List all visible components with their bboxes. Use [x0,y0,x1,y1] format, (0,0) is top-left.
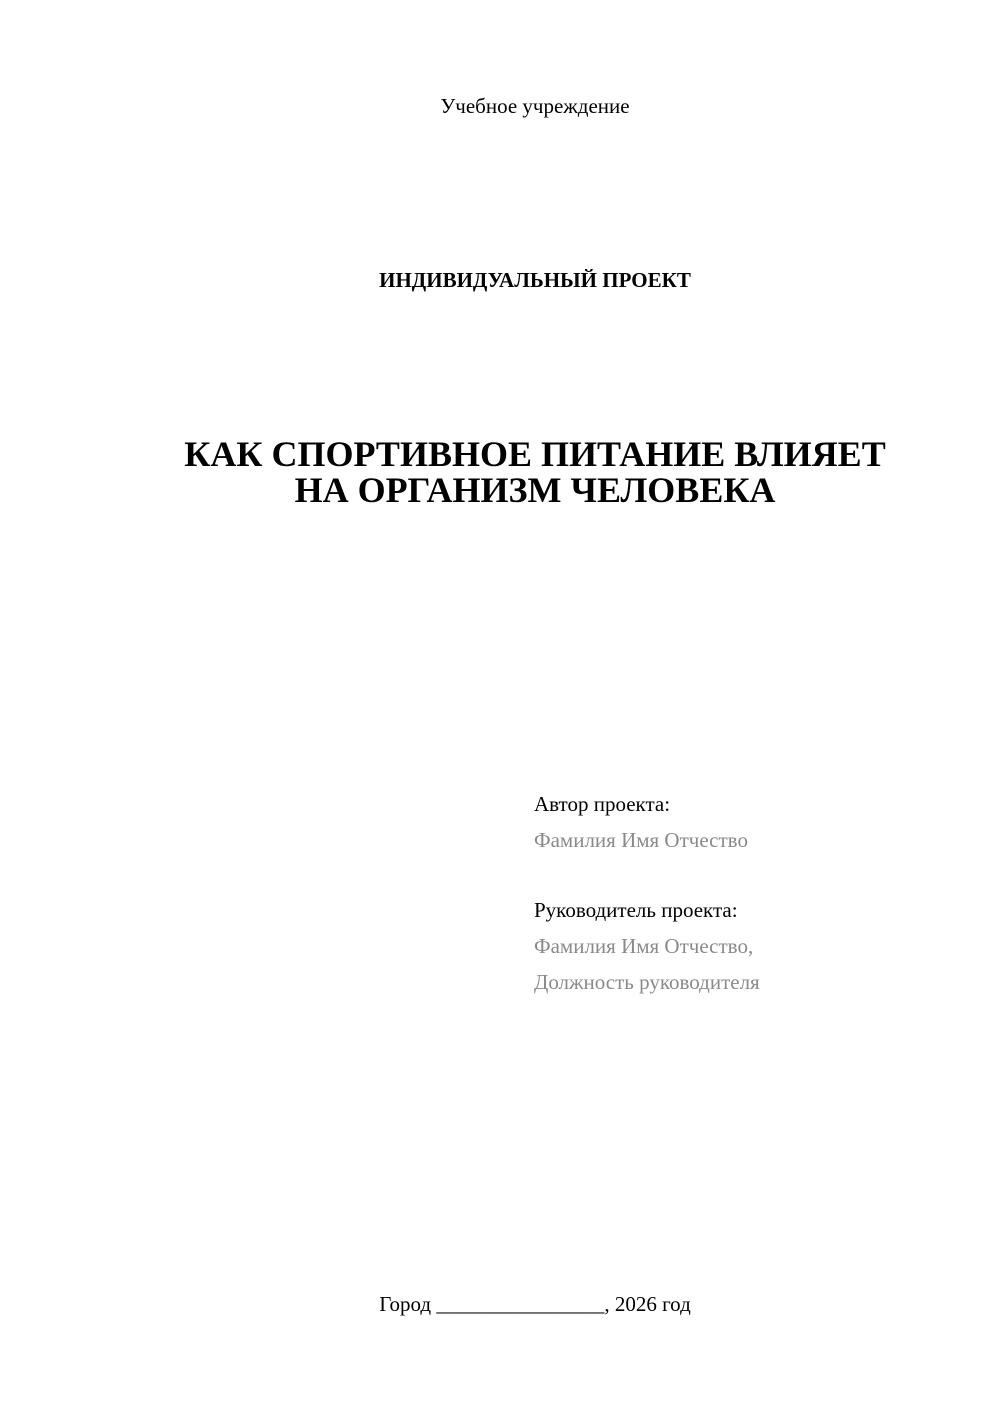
supervisor-label: Руководитель проекта: [534,898,738,922]
city-year-footer: Город ________________, 2026 год [379,1292,691,1316]
supervisor-name-placeholder: Фамилия Имя Отчество, [534,934,754,958]
project-title-line-1: КАК СПОРТИВНОЕ ПИТАНИЕ ВЛИЯЕТ [184,434,886,474]
institution-name: Учебное учреждение [440,94,630,118]
project-title [70,436,1000,508]
project-type-heading: ИНДИВИДУАЛЬНЫЙ ПРОЕКТ [379,268,691,292]
supervisor-position-placeholder: Должность руководителя [534,970,760,994]
project-title-line-2: НА ОРГАНИЗМ ЧЕЛОВЕКА [294,470,776,510]
author-name-placeholder: Фамилия Имя Отчество [534,828,748,852]
author-label: Автор проекта: [534,792,671,816]
author-block [534,786,974,858]
supervisor-block [534,892,974,1000]
